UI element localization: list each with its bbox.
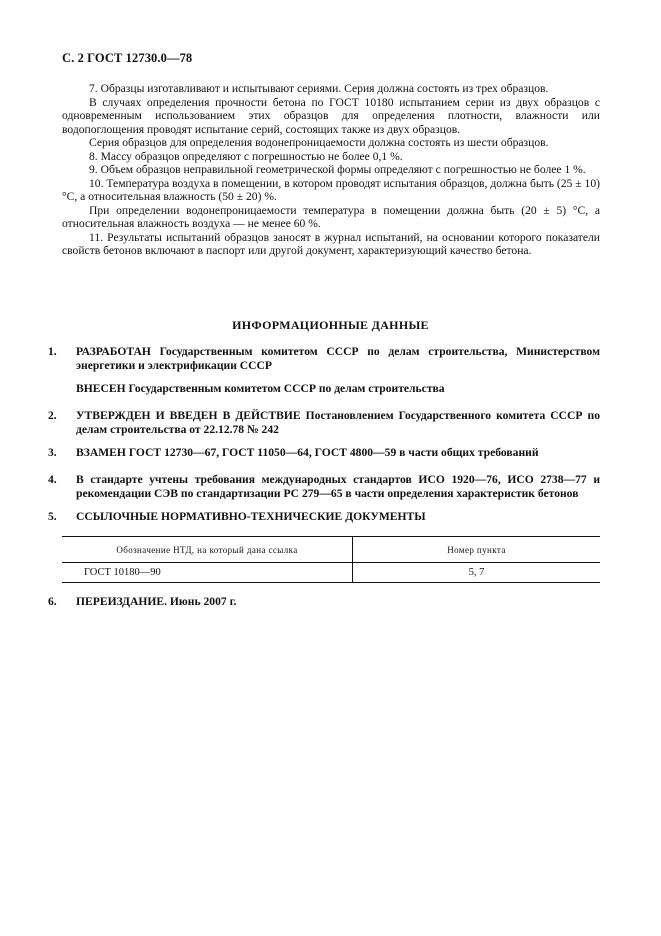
info-item-number: 5. [48, 510, 57, 523]
column-header-document: Обозначение НТД, на который дана ссылка [62, 537, 353, 563]
info-item-1-sub [62, 382, 600, 396]
info-item-4-row [48, 473, 600, 501]
info-item-1 [48, 345, 600, 373]
body-text [62, 82, 600, 258]
info-item-3 [48, 446, 600, 460]
info-item-6-row [48, 595, 600, 609]
info-item-number: 3. [48, 446, 57, 459]
table-cell-clause: 5, 7 [353, 563, 601, 583]
info-item-number: 6. [48, 595, 57, 608]
info-item-number: 2. [48, 409, 57, 422]
table-cell-document: ГОСТ 10180—90 [62, 563, 353, 583]
paragraph: 7. Образцы изготавливают и испытывают сериями. Серия должна состоять из трех образцов. [89, 82, 549, 95]
info-item-3-row [48, 446, 600, 460]
info-item-1-row [48, 345, 600, 373]
info-item-5 [48, 510, 600, 524]
paragraph: 8. Массу образцов определяют с погрешностью не более 0,1 %. [89, 149, 403, 163]
info-item-2-row [48, 409, 600, 437]
info-item-text: ССЫЛОЧНЫЕ НОРМАТИВНО-ТЕХНИЧЕСКИЕ ДОКУМЕНТЫ [76, 510, 426, 523]
paragraph: В случаях определения прочности бетона по ГОСТ 10180 испытанием серии из двух образцов с одновременным использованием этих образцов для определения плотности, влажности или водопоглощения проводят испытание серий, состоящих также из двух образцов. [62, 95, 600, 136]
info-item-4 [48, 473, 600, 501]
column-header-clause: Номер пункта [353, 537, 601, 563]
info-item-text: ВЗАМЕН ГОСТ 12730—67, ГОСТ 11050—64, ГОСТ 4800—59 в части общих требований [76, 446, 539, 459]
paragraph: При определении водонепроницаемости температура в помещении должна быть (20 ± 5) °С, а относительная влажность воздуха — не менее 60 %. [62, 203, 600, 230]
info-item-text: УТВЕРЖДЕН И ВВЕДЕН В ДЕЙСТВИЕ Постановлением Государственного комитета СССР по делам строительства от 22.12.78 № 242 [76, 409, 600, 436]
info-item-text: В стандарте учтены требования международных стандартов ИСО 1920—76, ИСО 2738—77 и рекомендации СЭВ по стандартизации РС 279—65 в части определения характеристик бетонов [76, 473, 600, 500]
info-item-text: ВНЕСЕН Государственным комитетом СССР по делам строительства [76, 382, 445, 395]
info-item-number: 1. [48, 345, 57, 358]
info-item-6 [48, 595, 600, 609]
info-item-text: ПЕРЕИЗДАНИЕ. Июнь 2007 г. [76, 595, 237, 608]
section-title: ИНФОРМАЦИОННЫЕ ДАННЫЕ [232, 318, 429, 332]
table-header-row [62, 537, 600, 563]
info-item-2 [48, 409, 600, 437]
table-row [62, 563, 600, 583]
paragraph: Серия образцов для определения водонепроницаемости должна состоять из шести образцов. [89, 136, 549, 149]
page-header: С. 2 ГОСТ 12730.0—78 [62, 51, 193, 65]
info-item-text: РАЗРАБОТАН Государственным комитетом СССР по делам строительства, Министерством энергетики и электрификации СССР [76, 345, 600, 372]
paragraph: 10. Температура воздуха в помещении, в котором проводят испытания образцов, должна быть (25 ± 10) °С, а относительная влажность (50 ± 20) %. [62, 176, 600, 203]
info-item-number: 4. [48, 473, 57, 486]
reference-table [62, 536, 600, 583]
paragraph: 11. Результаты испытаний образцов заносят в журнал испытаний, на основании которого показатели свойств бетонов включают в паспорт или другой документ, характеризующий качество бетона. [62, 230, 600, 257]
info-item-5-row [48, 510, 600, 524]
paragraph: 9. Объем образцов неправильной геометрической формы определяют с погрешностью не более 1 %. [89, 163, 586, 176]
